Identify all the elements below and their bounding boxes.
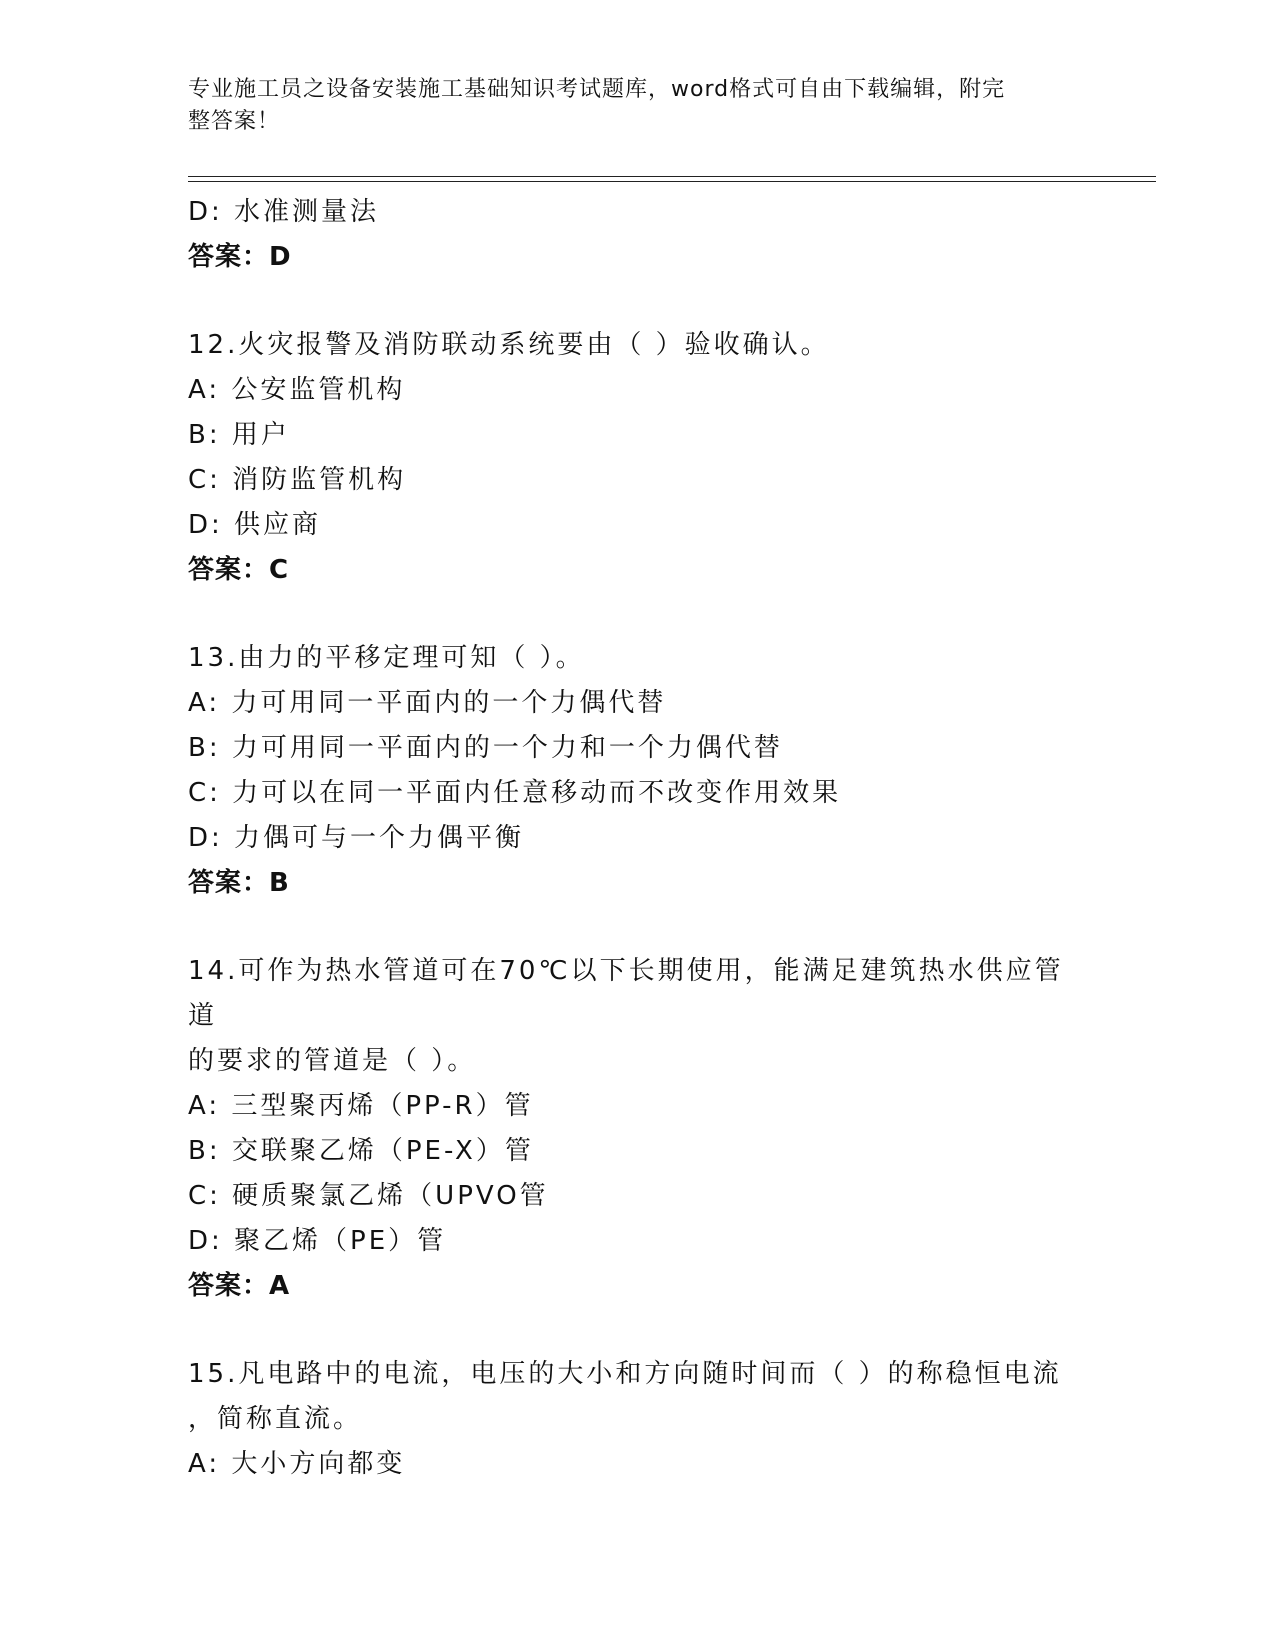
question-text-line-1: 14.可作为热水管道可在70℃以下长期使用，能满足建筑热水供应管道 (188, 956, 1064, 1031)
question-block-14 (188, 949, 1088, 1309)
header-divider-bottom (188, 181, 1156, 182)
document-header (188, 74, 1088, 138)
header-divider-top (188, 176, 1156, 177)
option-d: D: 水准测量法 (188, 197, 380, 227)
option-c: C: 硬质聚氯乙烯（UPVO管 (188, 1181, 549, 1211)
question-block-12 (188, 323, 1088, 593)
option-d: D: 力偶可与一个力偶平衡 (188, 823, 525, 853)
question-text: 13.由力的平移定理可知（ ）。 (188, 643, 585, 673)
question-text-line-2: 的要求的管道是（ ）。 (188, 1046, 477, 1076)
option-c: C: 消防监管机构 (188, 465, 407, 495)
option-a: A: 三型聚丙烯（PP-R）管 (188, 1091, 534, 1121)
answer: 答案：A (188, 1271, 291, 1301)
header-title-line-1: 专业施工员之设备安装施工基础知识考试题库，word格式可自由下载编辑，附完 (188, 77, 1006, 102)
option-a: A: 公安监管机构 (188, 375, 406, 405)
option-b: B: 力可用同一平面内的一个力和一个力偶代替 (188, 733, 783, 763)
question-block-11 (188, 190, 1088, 280)
option-a: A: 大小方向都变 (188, 1449, 406, 1479)
answer: 答案：C (188, 555, 290, 585)
spacer (188, 593, 1088, 636)
option-b: B: 交联聚乙烯（PE-X）管 (188, 1136, 534, 1166)
question-list (188, 190, 1088, 1487)
spacer (188, 280, 1088, 323)
option-c: C: 力可以在同一平面内任意移动而不改变作用效果 (188, 778, 842, 808)
spacer (188, 906, 1088, 949)
option-b: B: 用户 (188, 420, 290, 450)
question-text-line-1: 15.凡电路中的电流，电压的大小和方向随时间而（ ）的称稳恒电流 (188, 1359, 1062, 1389)
question-text-line-2: ，简称直流。 (188, 1404, 363, 1434)
question-block-13 (188, 636, 1088, 906)
header-title-line-2: 整答案！ (188, 109, 281, 134)
option-d: D: 供应商 (188, 510, 322, 540)
question-text: 12.火灾报警及消防联动系统要由（ ）验收确认。 (188, 330, 830, 360)
spacer (188, 1309, 1088, 1352)
option-a: A: 力可用同一平面内的一个力偶代替 (188, 688, 667, 718)
option-d: D: 聚乙烯（PE）管 (188, 1226, 447, 1256)
answer: 答案：D (188, 242, 292, 272)
question-block-15 (188, 1352, 1088, 1487)
answer: 答案：B (188, 868, 290, 898)
